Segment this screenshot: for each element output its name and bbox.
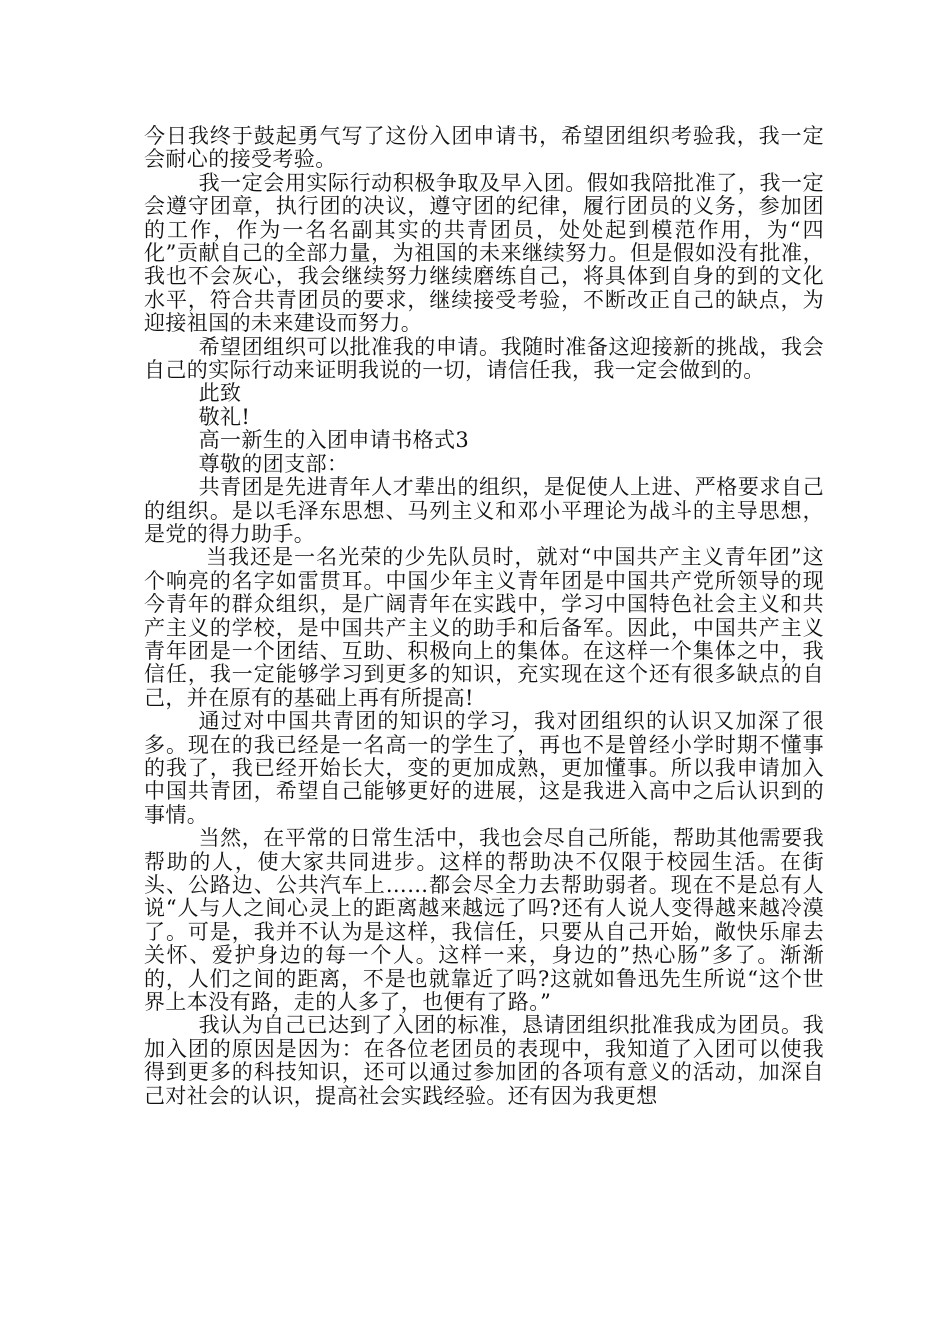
paragraph: 希望团组织可以批准我的申请。我随时准备这迎接新的挑战，我会自己的实际行动来证明我说的一切，请信任我，我一定会做到的。: [144, 334, 824, 383]
section-title: 高一新生的入团申请书格式3: [198, 428, 470, 453]
paragraph: 今日我终于鼓起勇气写了这份入团申请书，希望团组织考验我，我一定会耐心的接受考验。: [144, 124, 824, 172]
paragraph: 共青团是先进青年人才辈出的组织，是促使人上进、严格要求自己的组织。是以毛泽东思想、马列主义和邓小平理论为战斗的主导思想，是党的得力助手。: [144, 475, 824, 546]
paragraph: 当我还是一名光荣的少先队员时，就对“中国共产主义青年团”这个响亮的名字如雷贯耳。中国少年主义青年团是中国共产党所领导的现今青年的群众组织，是广阔青年在实践中，学习中国特色社会主义和共产主义的学校，是中国共产主义的助手和后备军。因此，中国共产主义青年团是一个团结、互助、积极向上的集体。在这样一个集体之中，我信任，我一定能够学习到更多的知识，充实现在这个还有很多缺点的自己，并在原有的基础上再有所提高!: [144, 545, 824, 710]
paragraph: 我认为自己已达到了入团的标准，恳请团组织批准我成为团员。我加入团的原因是因为：在各位老团员的表现中，我知道了入团可以使我得到更多的科技知识，还可以通过参加团的各项有意义的活动，加深自己对社会的认识，提高社会实践经验。还有因为我更想: [144, 1013, 824, 1108]
document-body: [144, 125, 824, 1108]
paragraph: 当然，在平常的日常生活中，我也会尽自己所能，帮助其他需要我帮助的人，使大家共同进步。这样的帮助决不仅限于校园生活。在街头、公路边、公共汽车上……都会尽全力去帮助弱者。现在不是总有人说“人与人之间心灵上的距离越来越远了吗?还有人说人变得越来越冷漠了。可是，我并不认为是这样，我信任，只要从自己开始，敞快乐扉去关怀、爱护身边的每一个人。这样一来，身边的”热心肠”多了。渐渐的，人们之间的距离，不是也就靠近了吗?这就如鲁迅先生所说“这个世界上本没有路，走的人多了，也便有了路。”: [144, 826, 824, 1015]
paragraph: 通过对中国共青团的知识的学习，我对团组织的认识又加深了很多。现在的我已经是一名高一的学生了，再也不是曾经小学时期不懂事的我了，我已经开始长大，变的更加成熟，更加懂事。所以我申请加入中国共青团，希望自己能够更好的进展，这是我进入高中之后认识到的事情。: [144, 709, 824, 827]
paragraph: 我一定会用实际行动积极争取及早入团。假如我陪批准了，我一定会遵守团章，执行团的决议，遵守团的纪律，履行团员的义务，参加团的工作，作为一名名副其实的共青团员，处处起到模范作用，为“四化”贡献自己的全部力量，为祖国的未来继续努力。但是假如没有批准，我也不会灰心，我会继续努力继续磨练自己，将具体到自身的到的文化水平，符合共青团员的要求，继续接受考验，不断改正自己的缺点，为迎接祖国的未来建设而努力。: [144, 170, 824, 336]
salutation-respect: 敬礼!: [198, 404, 251, 429]
greeting: 尊敬的团支部：: [198, 451, 349, 476]
salutation-closing: 此致: [198, 381, 242, 406]
